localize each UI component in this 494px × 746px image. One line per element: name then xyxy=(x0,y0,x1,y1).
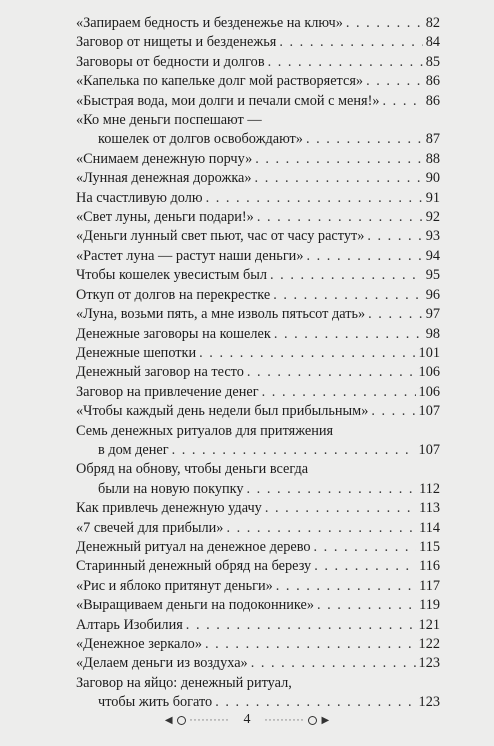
toc-entry xyxy=(76,460,440,479)
toc-leader-dots xyxy=(273,286,422,305)
toc-entry xyxy=(76,266,440,285)
toc-entry xyxy=(76,422,440,441)
toc-entry xyxy=(76,92,440,111)
toc-entry-page: 107 xyxy=(418,403,440,420)
toc-entry-title: «Луна, возьми пять, а мне изволь пятьсот дать» xyxy=(76,306,366,323)
toc-entry xyxy=(76,383,440,402)
toc-entry-title: Старинный денежный обряд на березу xyxy=(76,558,312,575)
toc-entry-title: кошелек от долгов освобождают» xyxy=(98,131,303,148)
toc-entry-page: 112 xyxy=(419,480,440,497)
toc-leader-dots xyxy=(317,596,416,615)
toc-entry xyxy=(76,538,440,557)
toc-leader-dots xyxy=(276,577,416,596)
toc-entry-title: «Чтобы каждый день недели был прибыльным» xyxy=(76,403,369,420)
toc-entry xyxy=(76,674,440,693)
toc-entry xyxy=(76,53,440,72)
toc-entry-title: Денежный заговор на тесто xyxy=(76,364,244,381)
toc-entry-title: Заговор на яйцо: денежный ритуал, xyxy=(76,674,292,691)
toc-entry xyxy=(76,189,440,208)
toc-leader-dots xyxy=(279,33,422,52)
toc-entry-page: 106 xyxy=(418,364,440,381)
right-ornament-icon: ·········· ▶ xyxy=(264,714,330,726)
toc-entry-page: 119 xyxy=(419,597,440,614)
toc-entry-title: были на новую покупку xyxy=(98,480,244,497)
toc-entry-title: Денежный ритуал на денежное дерево xyxy=(76,538,311,555)
toc-entry-page: 121 xyxy=(418,616,440,633)
toc-entry-page: 91 xyxy=(425,189,440,206)
toc-entry-title: Заговор на привлечение денег xyxy=(76,383,259,400)
toc-entry-page: 98 xyxy=(425,325,440,342)
toc-entry-page: 101 xyxy=(418,344,440,361)
toc-entry xyxy=(76,33,440,52)
toc-entry-title: Денежные шепотки xyxy=(76,344,197,361)
toc-leader-dots xyxy=(265,499,416,518)
toc-entry xyxy=(76,208,440,227)
toc-leader-dots xyxy=(199,344,415,363)
toc-entry xyxy=(76,130,440,149)
toc-entry-page: 93 xyxy=(425,228,440,245)
toc-entry xyxy=(76,596,440,615)
toc-leader-dots xyxy=(368,305,423,324)
toc-entry-page: 123 xyxy=(418,655,440,672)
toc-entry xyxy=(76,247,440,266)
toc-entry-page: 122 xyxy=(418,636,440,652)
toc-entry xyxy=(76,325,440,344)
toc-entry-page: 88 xyxy=(425,150,440,167)
toc-leader-dots xyxy=(270,266,423,285)
toc-entry-title: «Растет луна — растут наши деньги» xyxy=(76,247,304,264)
toc-entry-title: Чтобы кошелек увесистым был xyxy=(76,267,268,284)
toc-entry-title: Алтарь Изобилия xyxy=(76,616,183,633)
toc-entry-title: Откуп от долгов на перекрестке xyxy=(76,286,271,303)
toc-entry-title: «Свет луны, деньги подари!» xyxy=(76,209,254,226)
toc-entry-page: 95 xyxy=(425,267,440,284)
toc-entry-title: «Запираем бедность и безденежье на ключ» xyxy=(76,15,343,31)
toc-entry-title: «Быстрая вода, мои долги и печали смой с меня!» xyxy=(76,92,380,109)
toc-entry-title: Заговоры от бедности и долгов xyxy=(76,53,265,70)
toc-entry xyxy=(76,635,440,654)
toc-entry-title: Заговор от нищеты и безденежья xyxy=(76,34,277,51)
toc-leader-dots xyxy=(366,72,423,91)
page-number: 4 xyxy=(243,712,251,727)
toc-leader-dots xyxy=(206,189,423,208)
toc-leader-dots xyxy=(307,247,423,266)
toc-entry xyxy=(76,344,440,363)
toc-leader-dots xyxy=(274,325,423,344)
toc-entry xyxy=(76,169,440,188)
toc-entry-title: «Ко мне деньги поспешают — xyxy=(76,112,262,129)
toc-entry-page: 123 xyxy=(418,694,440,711)
toc-leader-dots xyxy=(251,654,416,673)
toc-entry-title: чтобы жить богато xyxy=(98,694,213,711)
toc-leader-dots xyxy=(371,402,415,421)
toc-entry-page: 85 xyxy=(425,53,440,70)
toc-leader-dots xyxy=(226,519,416,538)
toc-entry-page: 86 xyxy=(425,92,440,109)
toc-entry-title: Денежные заговоры на кошелек xyxy=(76,325,271,342)
toc-leader-dots xyxy=(268,53,423,72)
toc-entry-page: 113 xyxy=(419,500,440,517)
toc-entry xyxy=(76,441,440,460)
toc-entry-page: 96 xyxy=(425,286,440,303)
toc-leader-dots xyxy=(255,150,422,169)
toc-leader-dots xyxy=(205,635,416,654)
toc-entry xyxy=(76,480,440,499)
toc-entry xyxy=(76,363,440,382)
toc-entry xyxy=(76,693,440,712)
toc-entry-title: Как привлечь денежную удачу xyxy=(76,500,262,517)
toc-entry-page: 117 xyxy=(419,577,440,594)
toc-entry xyxy=(76,577,440,596)
toc-entry-title: «Капелька по капельке долг мой растворяется» xyxy=(76,73,364,90)
toc-entry-title: «Рис и яблоко притянут деньги» xyxy=(76,577,273,594)
toc-entry xyxy=(76,72,440,91)
toc-leader-dots xyxy=(383,92,423,111)
toc-leader-dots xyxy=(346,14,423,33)
toc-entry-page: 87 xyxy=(425,131,440,148)
toc-entry-page: 116 xyxy=(419,558,440,575)
toc-entry-page: 82 xyxy=(425,15,440,31)
toc-entry-page: 86 xyxy=(425,73,440,90)
toc-entry-title: Обряд на обнову, чтобы деньги всегда xyxy=(76,461,309,478)
toc-entry-page: 94 xyxy=(425,247,440,264)
toc-entry-page: 84 xyxy=(425,34,440,51)
toc-leader-dots xyxy=(367,227,422,246)
toc-leader-dots xyxy=(314,538,417,557)
toc-entry-title: «Делаем деньги из воздуха» xyxy=(76,655,248,672)
toc-entry-page: 97 xyxy=(425,306,440,323)
table-of-contents xyxy=(76,14,440,713)
toc-entry xyxy=(76,286,440,305)
toc-entry xyxy=(76,227,440,246)
toc-leader-dots xyxy=(172,441,416,460)
toc-leader-dots xyxy=(306,130,423,149)
toc-entry-page: 107 xyxy=(418,441,440,458)
toc-entry-title: «Снимаем денежную порчу» xyxy=(76,150,253,167)
toc-entry-title: в дом денег xyxy=(98,441,169,458)
toc-entry-title: «Выращиваем деньги на подоконнике» xyxy=(76,597,314,614)
page-footer xyxy=(0,712,494,728)
toc-entry-title: «Денежное зеркало» xyxy=(76,636,202,652)
toc-entry-page: 114 xyxy=(419,519,440,536)
toc-entry-title: «Деньги лунный свет пьют, час от часу растут» xyxy=(76,228,365,245)
toc-entry-page: 106 xyxy=(418,383,440,400)
toc-leader-dots xyxy=(186,616,416,635)
toc-leader-dots xyxy=(314,557,416,576)
toc-leader-dots xyxy=(247,480,417,499)
toc-entry xyxy=(76,402,440,421)
toc-leader-dots xyxy=(262,383,416,402)
toc-leader-dots xyxy=(255,169,423,188)
toc-entry-title: «Лунная денежная дорожка» xyxy=(76,170,252,187)
toc-entry-page: 92 xyxy=(425,209,440,226)
toc-entry xyxy=(76,111,440,130)
toc-entry xyxy=(76,519,440,538)
toc-entry xyxy=(76,557,440,576)
toc-entry xyxy=(76,14,440,33)
toc-entry xyxy=(76,654,440,673)
toc-entry-title: Семь денежных ритуалов для притяжения xyxy=(76,422,334,439)
toc-entry xyxy=(76,150,440,169)
toc-entry-title: На счастливую долю xyxy=(76,189,203,206)
toc-leader-dots xyxy=(257,208,423,227)
left-ornament-icon: ◀ ·········· xyxy=(164,714,230,726)
toc-entry-page: 90 xyxy=(425,170,440,187)
toc-entry-page: 115 xyxy=(419,538,440,555)
toc-entry xyxy=(76,616,440,635)
toc-entry xyxy=(76,499,440,518)
toc-leader-dots xyxy=(215,693,415,712)
toc-entry-title: «7 свечей для прибыли» xyxy=(76,519,224,536)
toc-leader-dots xyxy=(247,363,416,382)
toc-entry xyxy=(76,305,440,324)
